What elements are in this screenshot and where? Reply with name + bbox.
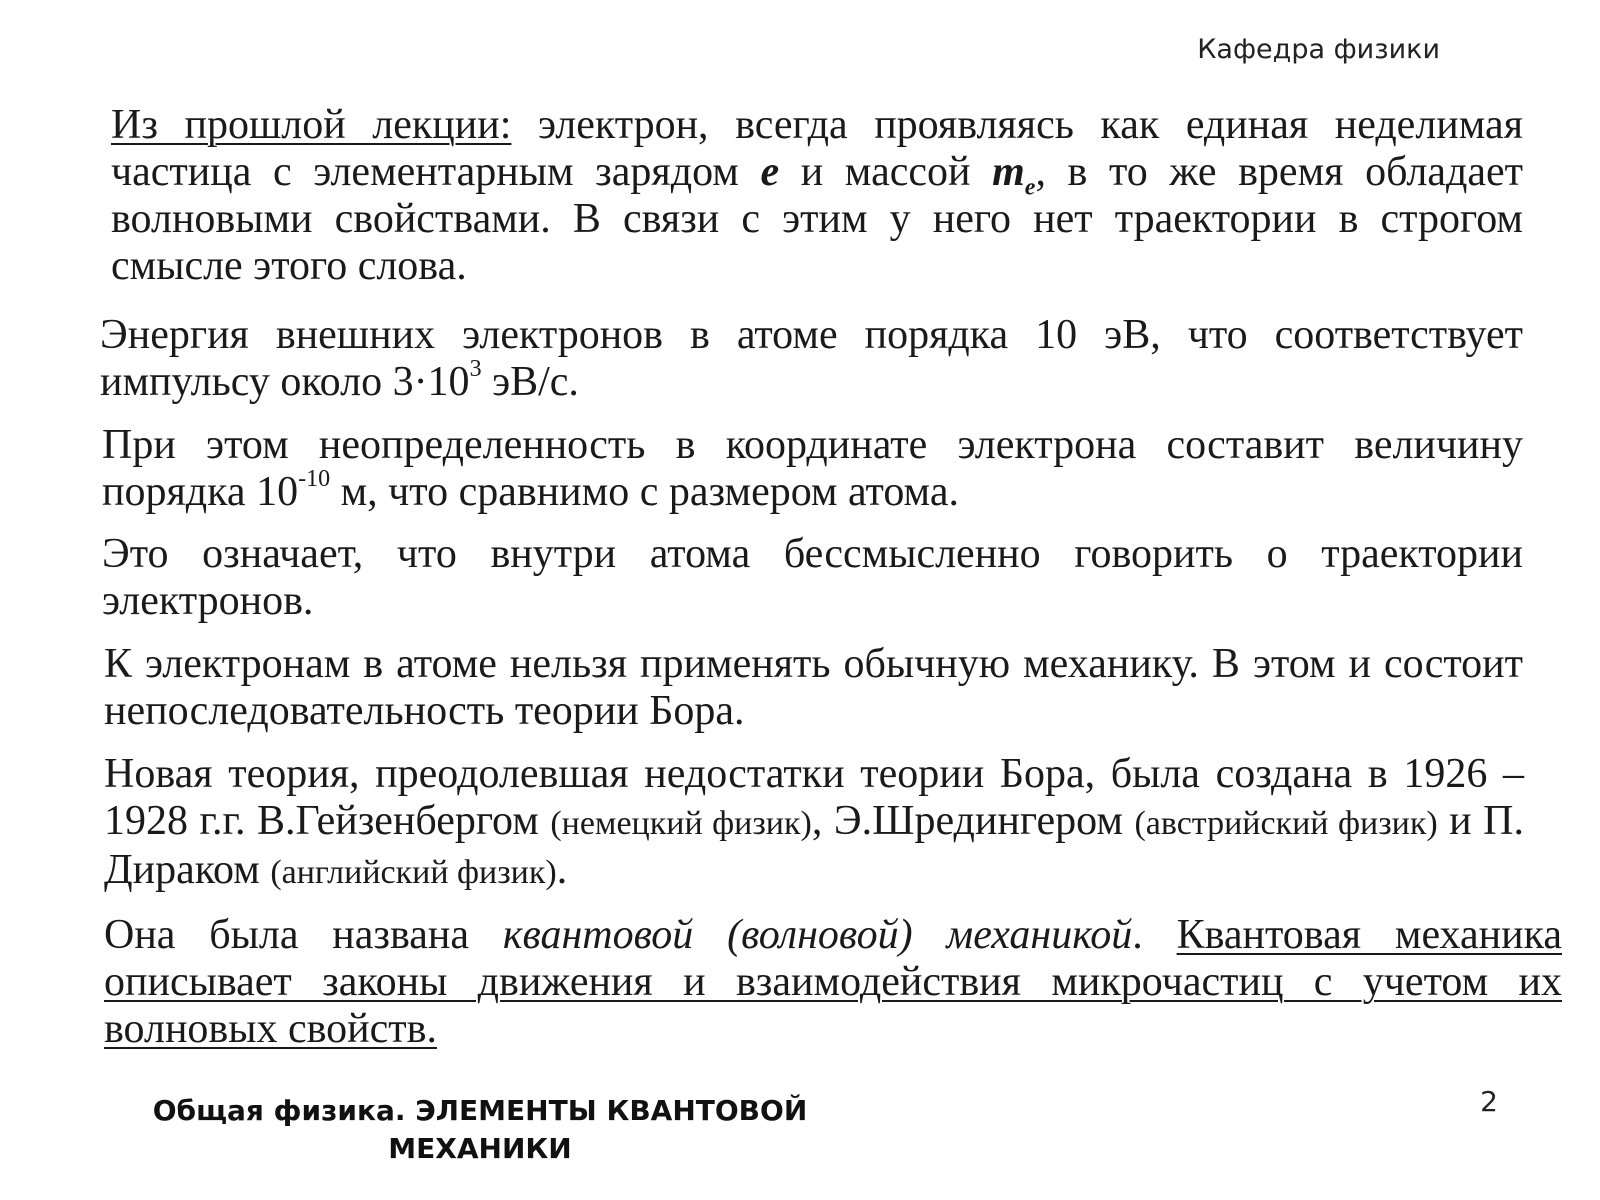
text-fragment: Энергия внешних электронов в атоме порядка 10 эВ, что соответствует импульсу около 3·10 <box>100 312 1523 405</box>
text-fragment: . <box>556 847 568 893</box>
mass-subscript: e <box>1024 174 1036 201</box>
exponent: 3 <box>469 356 482 382</box>
text-fragment: м, что сравнимо с размером атома. <box>330 469 959 515</box>
text-fragment: Она была названа <box>104 912 503 958</box>
text-fragment: эВ/с. <box>481 359 579 405</box>
mass-symbol: m <box>992 149 1025 195</box>
course-title <box>140 1092 820 1168</box>
charge-symbol: e <box>760 149 780 195</box>
text-fragment: При этом неопределенность в координате электрона составит величину порядка 10 <box>102 422 1523 515</box>
text-fragment: электрон, всегда проявляясь как единая неделимая частица с элементарным зарядом <box>111 102 1524 195</box>
paragraph-uncertainty <box>102 422 1523 516</box>
text-fragment: , в то же время обладает волновыми свойствами. В связи с этим у него нет траектории в строгом смысле этого слова. <box>111 149 1523 289</box>
nationality-note: (немецкий физик) <box>550 805 812 842</box>
previous-lecture-label: Из прошлой лекции: <box>111 102 512 148</box>
text-fragment: и массой <box>779 149 993 195</box>
department-header: Кафедра физики <box>1197 34 1440 65</box>
paragraph-quantum-mechanics <box>104 912 1562 1053</box>
text-fragment: и П. Дираком <box>104 798 1524 893</box>
page-number: 2 <box>1480 1085 1498 1118</box>
text-fragment: Новая теория, преодолевшая недостатки теории Бора, была создана в 1926 – 1928 г.г. В.Гейзенбергом <box>104 751 1524 844</box>
text-fragment: . <box>1132 912 1177 958</box>
paragraph-new-theory <box>104 751 1524 896</box>
paragraph-bohr-inconsistency: К электронам в атоме нельзя применять обычную механику. В этом и состоит непоследовательность теории Бора. <box>104 641 1523 734</box>
course-title-line-1: Общая физика. ЭЛЕМЕНТЫ КВАНТОВОЙ <box>152 1094 808 1127</box>
text-fragment: , Э.Шредингером <box>811 798 1135 844</box>
quantum-mechanics-definition: Квантовая механика описывает законы движения и взаимодействия микрочастиц с учетом их волновых свойств. <box>104 912 1562 1052</box>
nationality-note: (австрийский физик) <box>1134 805 1438 842</box>
nationality-note: (английский физик) <box>270 854 557 891</box>
exponent: -10 <box>298 466 331 492</box>
paragraph-energy <box>100 312 1523 406</box>
course-title-line-2: МЕХАНИКИ <box>388 1132 572 1165</box>
paragraph-meaning: Это означает, что внутри атома бессмысленно говорить о траектории электронов. <box>102 531 1523 624</box>
quantum-mechanics-term: квантовой (волновой) механикой <box>502 912 1133 958</box>
paragraph-previous-lecture <box>111 102 1523 290</box>
